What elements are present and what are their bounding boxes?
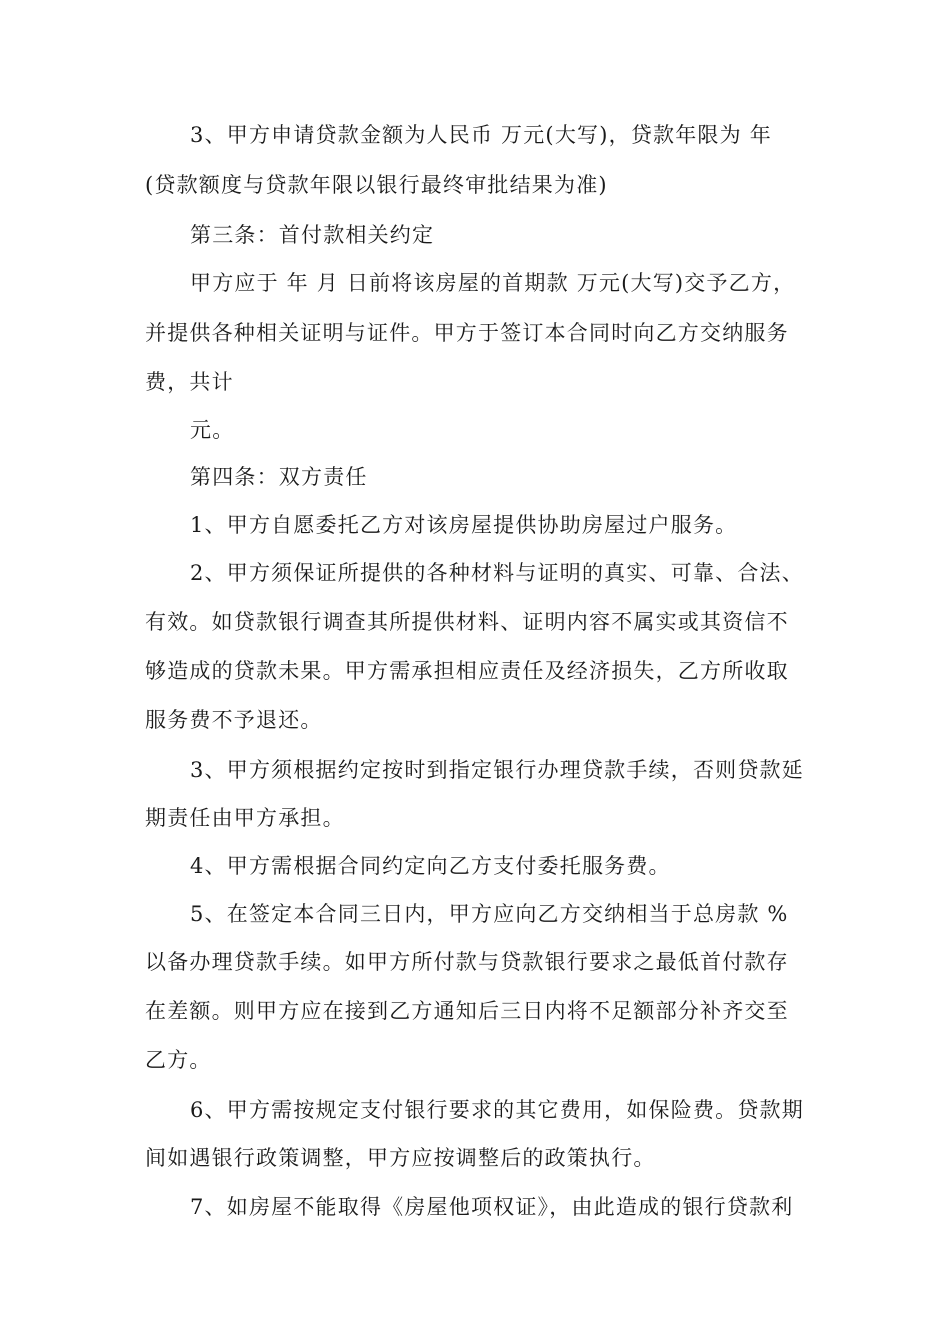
section-heading: 第四条：双方责任 [190,465,368,489]
text-line: 6、甲方需按规定支付银行要求的其它费用，如保险费。贷款期 [190,1098,804,1122]
text-line: 期责任由甲方承担。 [145,806,345,830]
text-line: 有效。如贷款银行调查其所提供材料、证明内容不属实或其资信不 [145,610,789,634]
text-line: 元。 [190,418,235,442]
text-line: 在差额。则甲方应在接到乙方通知后三日内将不足额部分补齐交至 [145,999,789,1023]
text-line: 服务费不予退还。 [145,708,323,732]
text-line: 费，共计 [145,370,234,394]
text-line: 以备办理贷款手续。如甲方所付款与贷款银行要求之最低首付款存 [145,950,789,974]
text-line: 3、甲方须根据约定按时到指定银行办理贷款手续，否则贷款延 [190,758,804,782]
text-line: 3、甲方申请贷款金额为人民币 万元(大写)，贷款年限为 年 [190,123,772,147]
text-line: 1、甲方自愿委托乙方对该房屋提供协助房屋过户服务。 [190,513,738,537]
text-line: 7、如房屋不能取得《房屋他项权证》，由此造成的银行贷款利 [190,1195,794,1219]
text-line: 甲方应于 年 月 日前将该房屋的首期款 万元(大写)交予乙方， [190,271,796,295]
text-line: 并提供各种相关证明与证件。甲方于签订本合同时向乙方交纳服务 [145,321,789,345]
text-line: 5、在签定本合同三日内，甲方应向乙方交纳相当于总房款 % [190,902,789,926]
text-line: 够造成的贷款未果。甲方需承担相应责任及经济损失，乙方所收取 [145,659,789,683]
section-heading: 第三条：首付款相关约定 [190,223,435,247]
text-line: (贷款额度与贷款年限以银行最终审批结果为准) [145,173,608,197]
text-line: 2、甲方须保证所提供的各种材料与证明的真实、可靠、合法、 [190,561,804,585]
text-line: 4、甲方需根据合同约定向乙方支付委托服务费。 [190,854,671,878]
text-line: 乙方。 [145,1048,212,1072]
text-line: 间如遇银行政策调整，甲方应按调整后的政策执行。 [145,1146,656,1170]
